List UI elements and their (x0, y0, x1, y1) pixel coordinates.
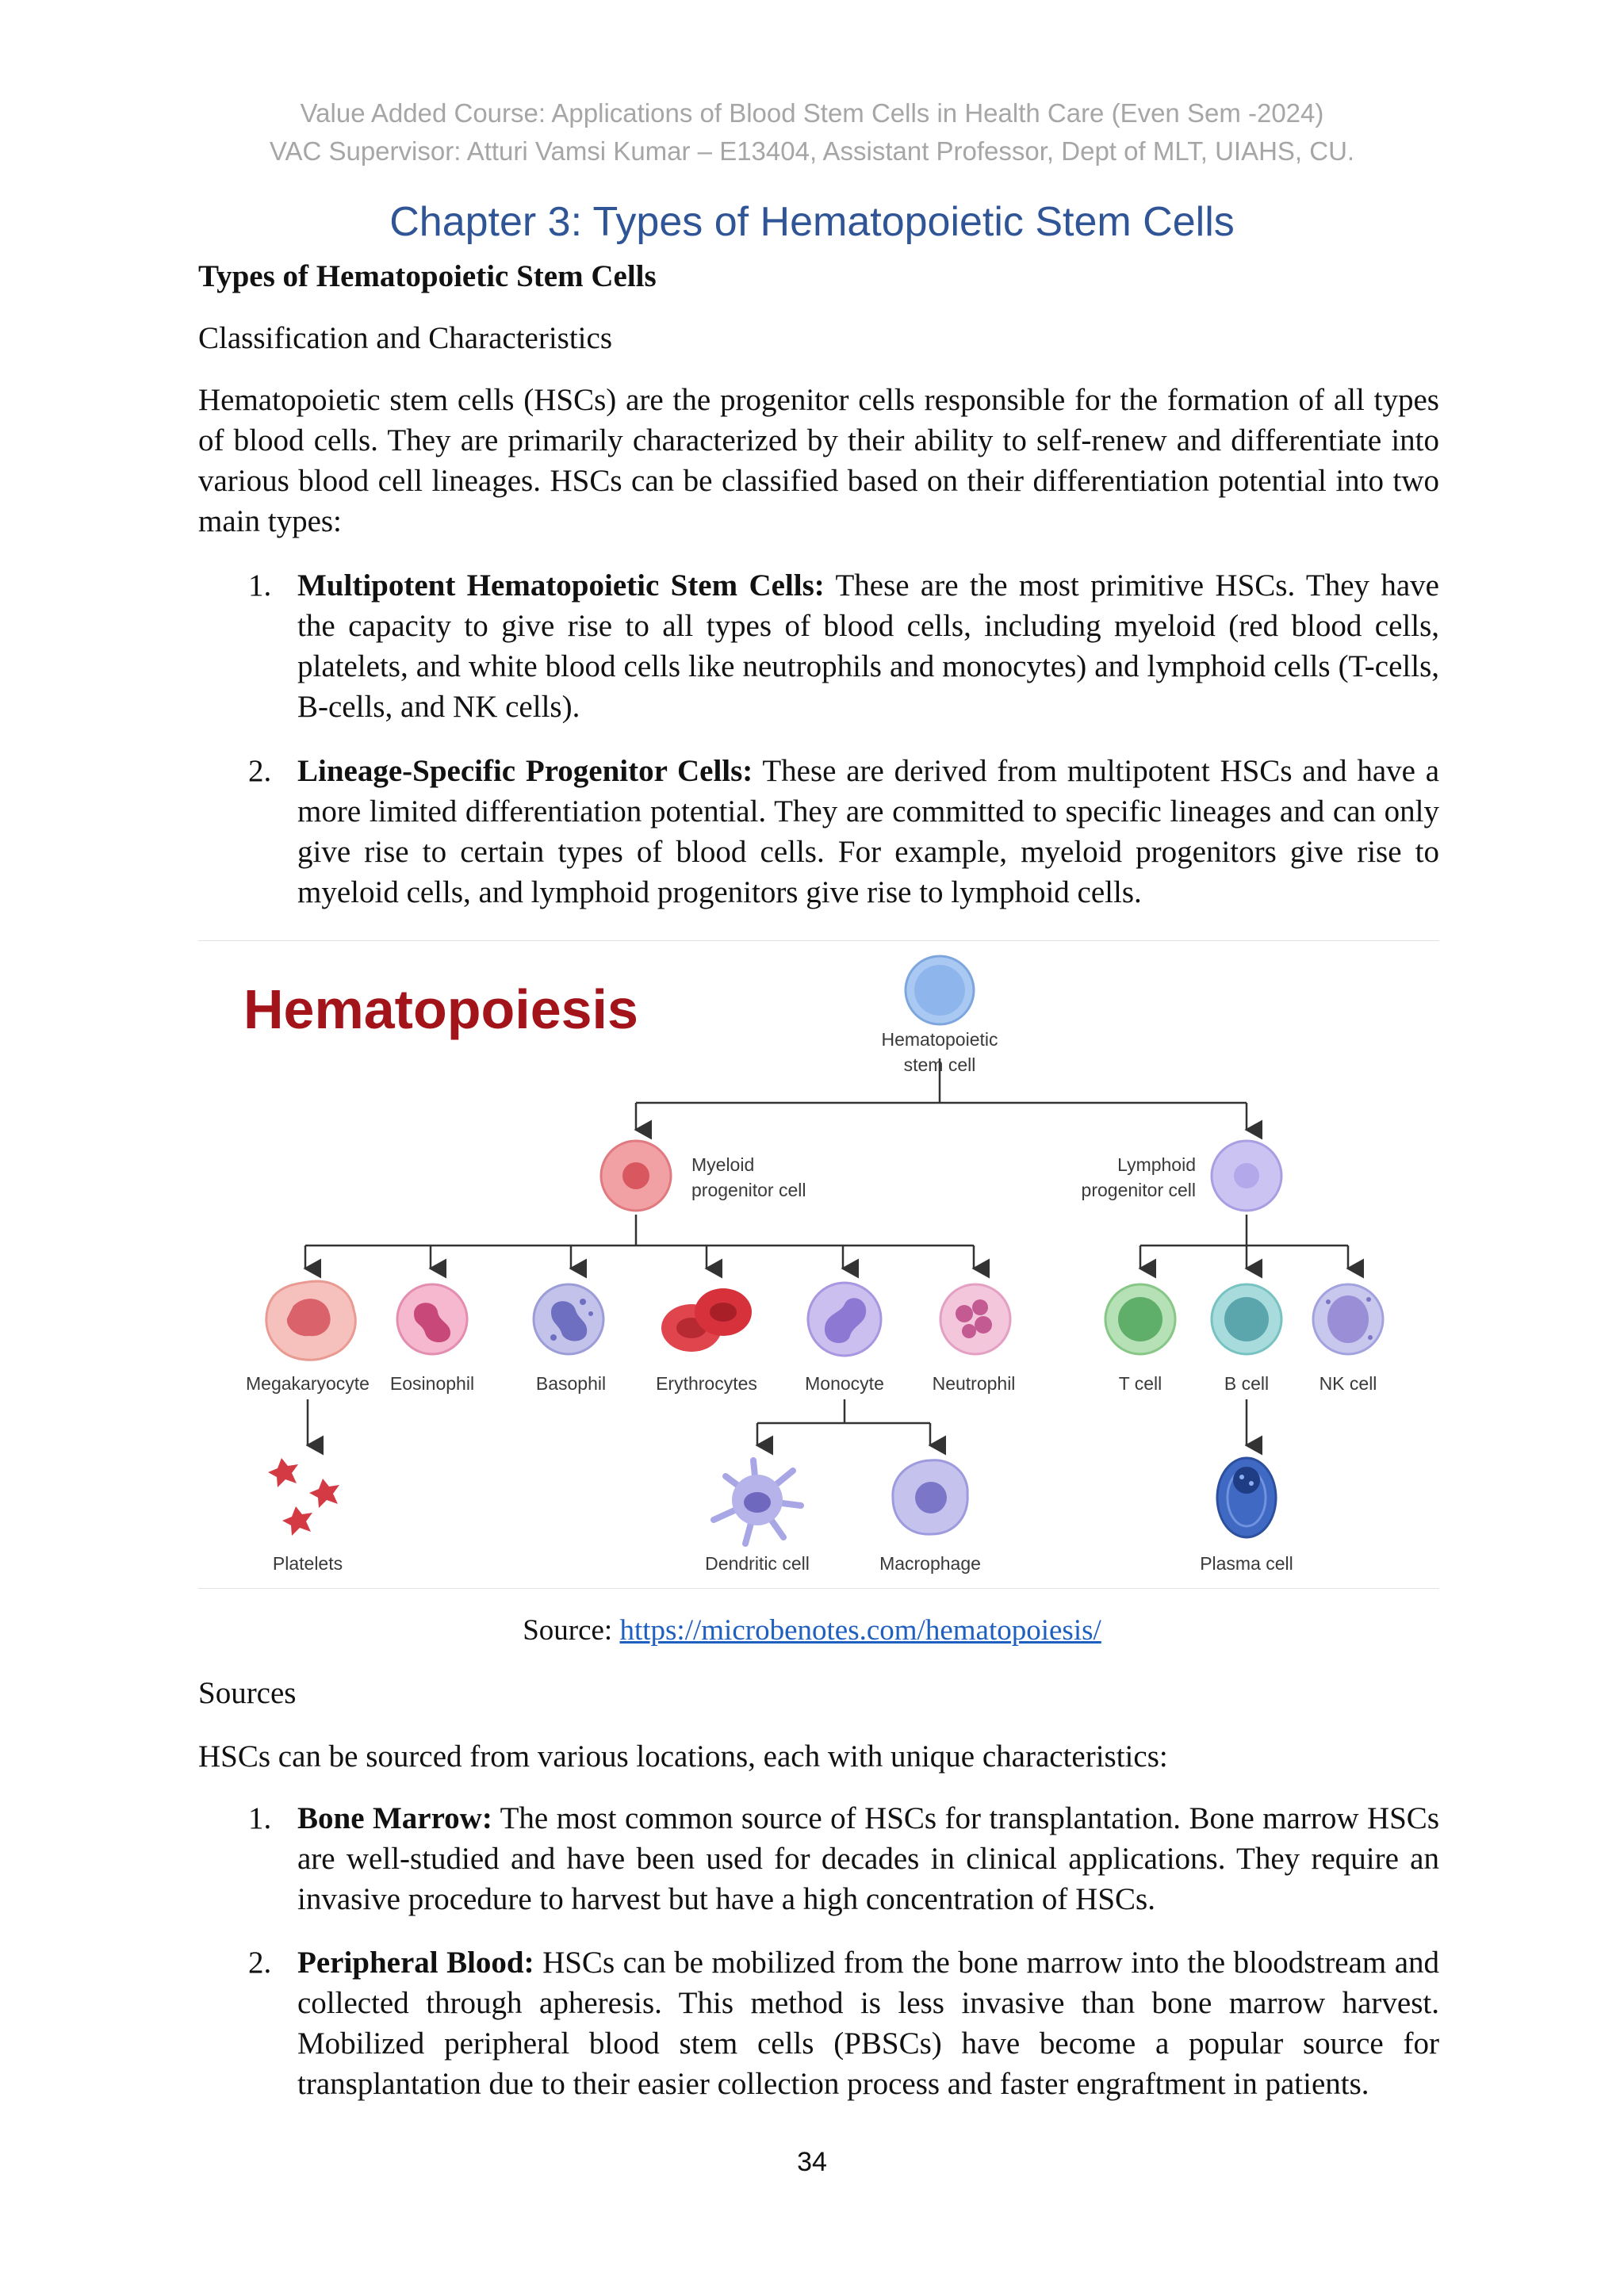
lymphoid-label-line2: progenitor cell (1081, 1180, 1196, 1200)
list-item-number: 2. (248, 754, 272, 788)
macrophage-label: Macrophage (879, 1553, 981, 1574)
megakaryocyte-label: Megakaryocyte (246, 1373, 370, 1394)
sources-intro: HSCs can be sourced from various locations, each with unique characteristics: (198, 1739, 1168, 1774)
erythrocytes-cell (661, 1288, 752, 1352)
dendritic-cell-label: Dendritic cell (705, 1553, 810, 1574)
monocyte-label: Monocyte (805, 1373, 884, 1394)
page-number: 34 (797, 2147, 827, 2177)
hematopoiesis-figure (198, 940, 1439, 1589)
plasma-cell-label: Plasma cell (1200, 1553, 1293, 1574)
figure-title: Hematopoiesis (243, 978, 638, 1040)
neutrophil-label: Neutrophil (932, 1373, 1016, 1394)
myeloid-label-line2: progenitor cell (691, 1180, 806, 1200)
nk-cell (1313, 1284, 1383, 1354)
section-heading: Types of Hematopoietic Stem Cells (198, 259, 657, 293)
hematopoiesis-diagram (198, 941, 1439, 1588)
nk-cell-label: NK cell (1319, 1373, 1377, 1394)
list-item-multipotent (297, 565, 1439, 727)
hematopoietic-stem-cell (906, 956, 974, 1024)
neutrophil-cell (940, 1284, 1010, 1354)
list-item-number: 1. (248, 1801, 272, 1835)
list-item-text: These are derived from multipotent HSCs and have a more limited differentiation potential. They are committed to specific lineages and can only give rise to certain types of blood cells. For example, myeloid progenitors give rise to myeloid cells, and lymphoid progenitors give rise to lymphoid cells. (297, 754, 1440, 909)
basophil-cell (534, 1284, 603, 1354)
list-item-lineage-specific (297, 751, 1439, 913)
eosinophil-cell (397, 1284, 467, 1354)
list-item-number: 2. (248, 1946, 272, 1980)
b-cell-label: B cell (1224, 1373, 1270, 1394)
megakaryocyte-cell (266, 1281, 355, 1360)
erythrocytes-label: Erythrocytes (656, 1373, 757, 1394)
lymphoid-label-line1: Lymphoid (1117, 1154, 1196, 1175)
list-item-text: The most common source of HSCs for transplantation. Bone marrow HSCs are well-studied and have been used for decades in clinical applications. They require an invasive procedure to harvest but have a high concentration of HSCs. (297, 1801, 1439, 1916)
list-item-term: Bone Marrow: (297, 1801, 492, 1835)
lymphoid-progenitor-cell (1212, 1141, 1281, 1211)
monocyte-cell (808, 1283, 881, 1356)
list-item-term: Lineage-Specific Progenitor Cells: (297, 754, 753, 788)
platelets-label: Platelets (272, 1553, 343, 1574)
hsc-label-line2: stem cell (903, 1054, 976, 1075)
chapter-title: Chapter 3: Types of Hematopoietic Stem Cells (389, 199, 1235, 245)
list-item-term: Multipotent Hematopoietic Stem Cells: (297, 568, 825, 603)
myeloid-progenitor-cell (601, 1141, 671, 1211)
list-item-peripheral-blood (297, 1942, 1439, 2104)
source-prefix: Source: (523, 1614, 620, 1647)
subheading-sources: Sources (198, 1676, 297, 1710)
list-item-term: Peripheral Blood: (297, 1946, 534, 1980)
figure-source-line (0, 1613, 1624, 1647)
t-cell (1105, 1284, 1175, 1354)
running-header-line-2: VAC Supervisor: Atturi Vamsi Kumar – E13404, Assistant Professor, Dept of MLT, UIAHS, CU. (269, 136, 1355, 166)
hsc-label-line1: Hematopoietic (881, 1029, 998, 1050)
basophil-label: Basophil (535, 1373, 607, 1394)
list-item-bone-marrow (297, 1798, 1439, 1919)
myeloid-label-line1: Myeloid (691, 1154, 755, 1175)
dendritic-cell (714, 1460, 801, 1544)
running-header-line-1: Value Added Course: Applications of Blood Stem Cells in Health Care (Even Sem -2024) (300, 98, 1324, 128)
source-link[interactable]: https://microbenotes.com/hematopoiesis/ (619, 1614, 1101, 1647)
list-item-text: HSCs can be mobilized from the bone marrow into the bloodstream and collected through apheresis. This method is less invasive than bone marrow harvest. Mobilized peripheral blood stem cells (PBSCs) have become a popular source for transplantation due to their easier collection process and faster engraftment in patients. (297, 1946, 1440, 2101)
platelets-cell (268, 1458, 339, 1536)
list-item-text: These are the most primitive HSCs. They have the capacity to give rise to all types of blood cells, including myeloid (red blood cells, platelets, and white blood cells like neutrophils and monocytes) and lymphoid cells (T-cells, B-cells, and NK cells). (297, 568, 1439, 724)
intro-paragraph: Hematopoietic stem cells (HSCs) are the progenitor cells responsible for the formation of all types of blood cells. They are primarily characterized by their ability to self-renew and differentiate into various blood cell lineages. HSCs can be classified based on their differentiation potential into two main types: (198, 383, 1439, 538)
eosinophil-label: Eosinophil (389, 1373, 475, 1394)
b-cell (1212, 1284, 1281, 1354)
subheading-classification: Classification and Characteristics (198, 321, 613, 355)
list-item-number: 1. (248, 568, 272, 603)
macrophage-cell (893, 1460, 967, 1534)
plasma-cell (1217, 1458, 1276, 1537)
t-cell-label: T cell (1118, 1373, 1162, 1394)
